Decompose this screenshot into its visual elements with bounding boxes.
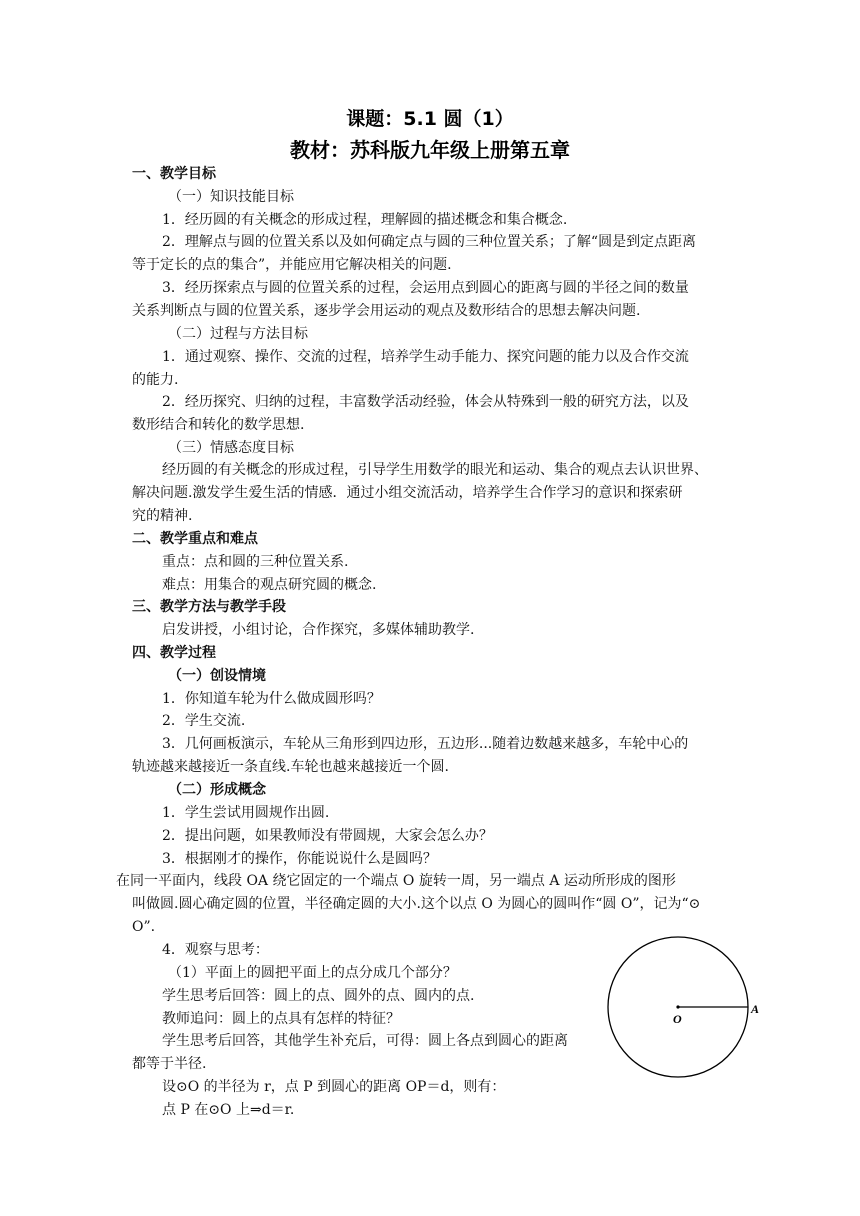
subheading-process: （二）过程与方法目标 bbox=[168, 326, 308, 342]
paragraph: 教师追问：圆上的点具有怎样的特征？ bbox=[162, 1011, 400, 1027]
paragraph: 3．根据刚才的操作，你能说说什么是圆吗？ bbox=[162, 851, 437, 867]
paragraph: 2．学生交流. bbox=[162, 713, 246, 729]
subheading-scenario: （一）创设情境 bbox=[168, 668, 266, 684]
section-heading-process: 四、教学过程 bbox=[132, 645, 216, 661]
paragraph: 点 P 在⊙O 上⇒d＝r. bbox=[162, 1102, 295, 1118]
paragraph: 1．通过观察、操作、交流的过程，培养学生动手能力、探究问题的能力以及合作交流 bbox=[162, 349, 689, 365]
section-heading-objectives: 一、教学目标 bbox=[132, 166, 216, 182]
paragraph: 究的精神. bbox=[132, 508, 193, 524]
paragraph: 2．经历探究、归纳的过程，丰富数学活动经验，体会从特殊到一般的研究方法，以及 bbox=[162, 394, 689, 410]
textbook-subtitle: 教材：苏科版九年级上册第五章 bbox=[290, 138, 570, 162]
paragraph: 3．几何画板演示，车轮从三角形到四边形，五边形...随着边数越来越多，车轮中心的 bbox=[162, 736, 689, 752]
label-a: A bbox=[751, 1002, 760, 1016]
paragraph: 4．观察与思考： bbox=[162, 942, 269, 958]
paragraph: 1．你知道车轮为什么做成圆形吗？ bbox=[162, 691, 381, 707]
paragraph: 数形结合和转化的数学思想. bbox=[132, 417, 305, 433]
paragraph: 启发讲授，小组讨论，合作探究，多媒体辅助教学. bbox=[162, 622, 475, 638]
paragraph: 在同一平面内，线段 OA 绕它固定的一个端点 O 旋转一周，另一端点 A 运动所形成的图形 bbox=[116, 873, 676, 889]
lesson-title: 课题：5.1 圆（1） bbox=[346, 108, 514, 130]
paragraph: 学生思考后回答：圆上的点、圆外的点、圆内的点. bbox=[162, 988, 475, 1004]
paragraph: 难点：用集合的观点研究圆的概念. bbox=[162, 577, 377, 593]
label-o: O bbox=[673, 1012, 682, 1026]
paragraph: 的能力. bbox=[132, 372, 179, 388]
paragraph: 设⊙O 的半径为 r，点 P 到圆心的距离 OP＝d，则有： bbox=[162, 1079, 506, 1095]
section-heading-methods: 三、教学方法与教学手段 bbox=[132, 599, 286, 615]
paragraph: 轨迹越来越接近一条直线.车轮也越来越接近一个圆. bbox=[132, 759, 449, 775]
paragraph: 等于定长的点的集合”，并能应用它解决相关的问题. bbox=[132, 257, 452, 273]
paragraph: 重点：点和圆的三种位置关系. bbox=[162, 554, 349, 570]
circle-diagram bbox=[606, 925, 766, 1085]
section-heading-key-points: 二、教学重点和难点 bbox=[132, 531, 258, 547]
paragraph: 1．经历圆的有关概念的形成过程，理解圆的描述概念和集合概念. bbox=[162, 212, 568, 228]
paragraph: 2．提出问题，如果教师没有带圆规，大家会怎么办？ bbox=[162, 828, 493, 844]
subheading-concept: （二）形成概念 bbox=[168, 782, 266, 798]
paragraph: 3．经历探索点与圆的位置关系的过程，会运用点到圆心的距离与圆的半径之间的数量 bbox=[162, 280, 689, 296]
paragraph: 叫做圆.圆心确定圆的位置，半径确定圆的大小.这个以点 O 为圆心的圆叫作“圆 O”，记为“⊙ bbox=[132, 896, 701, 912]
paragraph: （1）平面上的圆把平面上的点分成几个部分？ bbox=[168, 965, 457, 981]
paragraph: 1．学生尝试用圆规作出圆. bbox=[162, 805, 330, 821]
center-point bbox=[676, 1005, 679, 1008]
subheading-attitude: （三）情感态度目标 bbox=[168, 440, 294, 456]
paragraph: 关系判断点与圆的位置关系，逐步学会用运动的观点及数形结合的思想去解决问题. bbox=[132, 303, 641, 319]
paragraph: 都等于半径. bbox=[132, 1056, 207, 1072]
paragraph: 经历圆的有关概念的形成过程，引导学生用数学的眼光和运动、集合的观点去认识世界、 bbox=[162, 462, 708, 478]
paragraph: 2．理解点与圆的位置关系以及如何确定点与圆的三种位置关系；了解“圆是到定点距离 bbox=[162, 234, 697, 250]
paragraph: 解决问题.激发学生爱生活的情感．通过小组交流活动，培养学生合作学习的意识和探索研 bbox=[132, 485, 683, 501]
paragraph: O”. bbox=[132, 919, 156, 935]
paragraph: 学生思考后回答，其他学生补充后，可得：圆上各点到圆心的距离 bbox=[162, 1033, 568, 1049]
subheading-knowledge: （一）知识技能目标 bbox=[168, 189, 294, 205]
